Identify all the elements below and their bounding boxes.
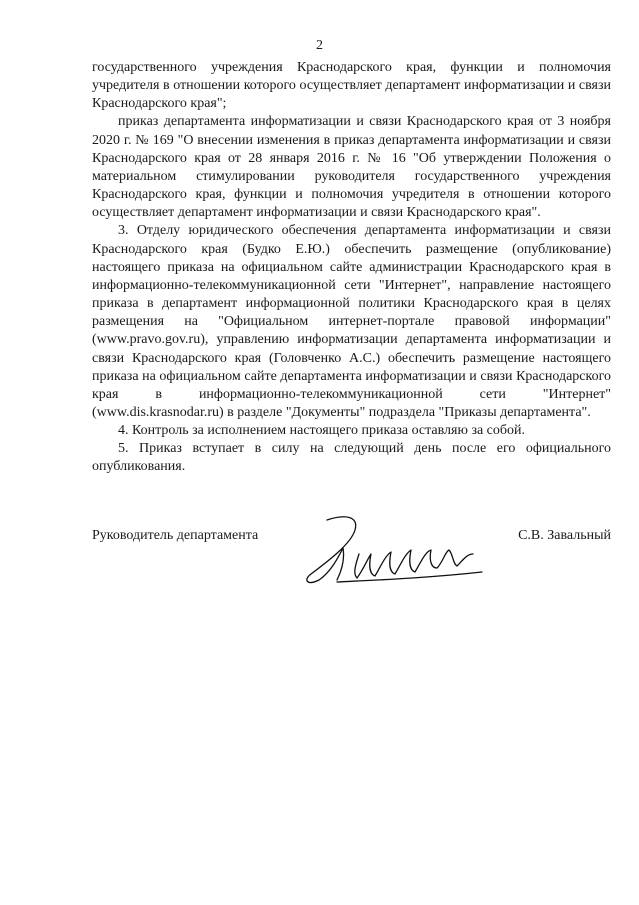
signatory-title: Руководитель департамента — [92, 528, 259, 543]
handwritten-signature — [297, 510, 487, 590]
paragraph-item-5: 5. Приказ вступает в силу на следующий день после его официального опубликования. — [92, 441, 611, 475]
paragraph-order-169: приказ департамента информатизации и связи Краснодарского края от 3 ноября 2020 г. № 169 "О внесении изменения в приказ департамента информатизации и связи Краснодарского края от 28 января 2016 г. № 16 "Об утверждении Положения о материальном стимулировании руководителя государственного учреждения Краснодарского края, функции и полномочия учредителя в отношении которого осуществляет департамент информатизации и связи Краснодарского края". — [92, 114, 611, 221]
paragraph-item-4: 4. Контроль за исполнением настоящего приказа оставляю за собой. — [118, 423, 526, 439]
paragraph-continuation: государственного учреждения Краснодарского края, функции и полномочия учредителя в отношении которого осуществляет департамент информатизации и связи Краснодарского края"; — [92, 60, 611, 112]
document-body — [92, 59, 611, 477]
page-number: 2 — [316, 38, 323, 53]
signature-block — [92, 510, 611, 590]
signatory-name: С.В. Завальный — [518, 528, 611, 543]
paragraph-item-3: 3. Отделу юридического обеспечения департамента информатизации и связи Краснодарского края (Будко Е.Ю.) обеспечить размещение (опубликование) настоящего приказа на официальном сайте администрации Краснодарского края в информационно-телекоммуникационной сети "Интернет", направление настоящего приказа в департамент информационной политики Краснодарского края в целях размещения на "Официальном интернет-портале правовой информации" (www.pravo.gov.ru), управлению информатизации департамента информатизации и связи Краснодарского края (Головченко А.С.) обеспечить размещение настоящего приказа на официальном сайте департамента информатизации и связи Краснодарского края в информационно-телекоммуникационной сети "Интернет" (www.dis.krasnodar.ru) в разделе "Документы" подраздела "Приказы департамента". — [92, 223, 611, 420]
